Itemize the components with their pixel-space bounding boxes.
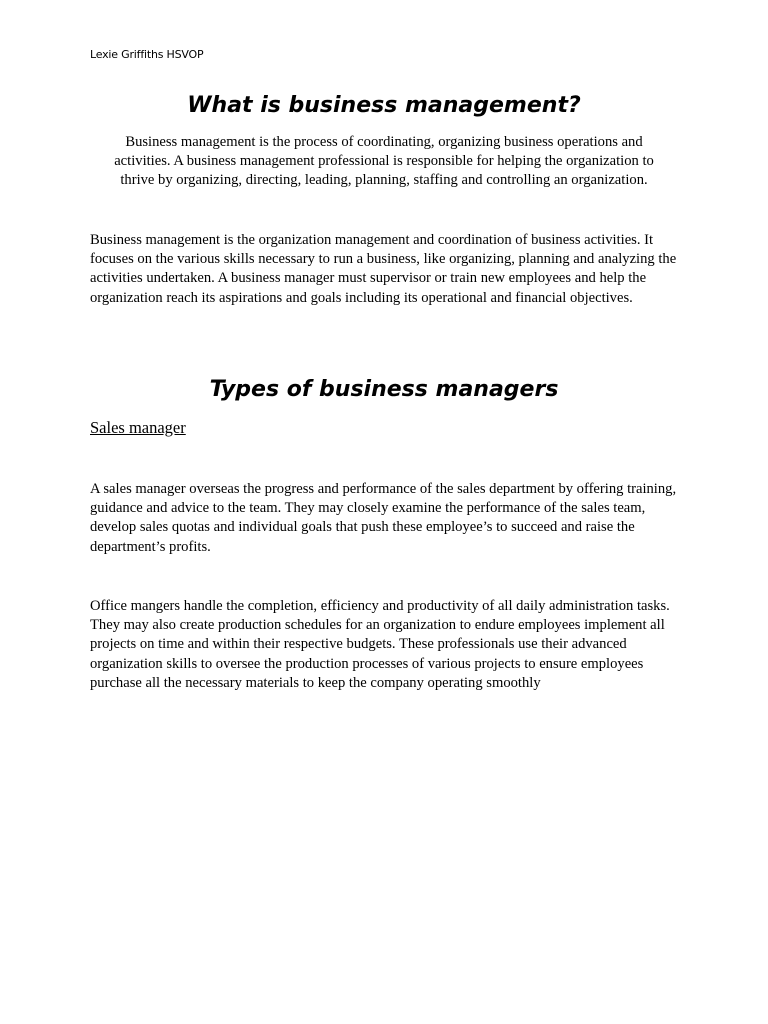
- business-management-paragraph: Business management is the organization management and coordination of business activities. It focuses on the various skills necessary to run a business, like organizing, planning and analyzing the activities undertaken. A business manager must supervisor or train new employees and help the organization reach its aspirations and goals including its operational and financial objectives.: [90, 232, 677, 306]
- section-title-types-of-managers: Types of business managers: [209, 377, 559, 402]
- subheading-sales-manager: Sales manager: [90, 418, 186, 437]
- intro-paragraph: Business management is the process of coordinating, organizing business operations and activities. A business management professional is responsible for helping the organization to thrive by organizing, directing, leading, planning, staffing and controlling an organization.: [114, 134, 654, 189]
- sales-manager-paragraph: A sales manager overseas the progress and performance of the sales department by offering training, guidance and advice to the team. They may closely examine the performance of the sales team, develop sales quotas and individual goals that push these employee’s to succeed and raise the department’s profits.: [90, 481, 677, 555]
- section-title-business-management: What is business management?: [187, 93, 581, 118]
- office-manager-paragraph: Office mangers handle the completion, efficiency and productivity of all daily administration tasks. They may also create production schedules for an organization to endure employees implement all projects on time and within their respective budgets. These professionals use their advanced organization skills to oversee the production processes of various projects to ensure employees purchase all the necessary materials to keep the company operating smoothly: [90, 598, 670, 691]
- author-header: Lexie Griffiths HSVOP: [90, 48, 204, 61]
